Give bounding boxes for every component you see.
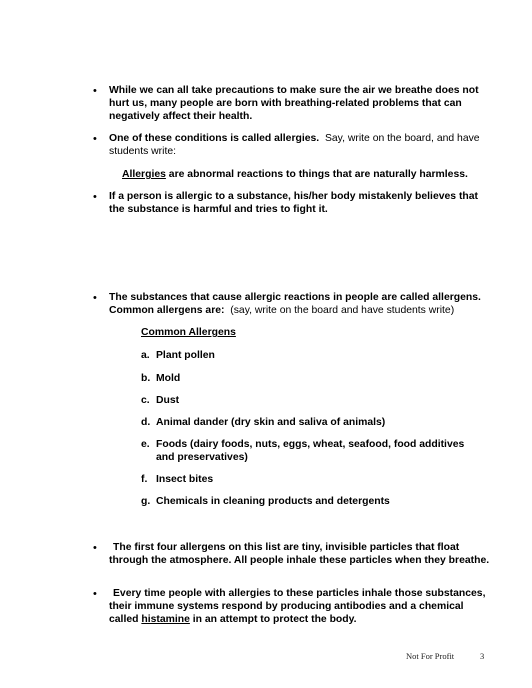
bullet-icon: • [93, 588, 97, 600]
list-item [141, 439, 481, 465]
list-item-letter: a. [141, 350, 150, 361]
list-item-text: Insect bites [156, 474, 214, 485]
list-item-text: Foods (dairy foods, nuts, eggs, wheat, seafood, food additives and preservatives) [156, 439, 465, 463]
footer-label: Not For Profit [406, 651, 455, 661]
list-item-letter: b. [141, 373, 151, 384]
definition-term: Allergies [122, 169, 166, 180]
list-item [141, 373, 481, 386]
bullet-item [93, 85, 493, 123]
bullet-text-part: Every time people with allergies to these particles inhale those substances, their immune systems respond by producing antibodies and a chemical called [109, 588, 486, 625]
list-item-text: Animal dander (dry skin and saliva of animals) [156, 417, 386, 428]
page-number: 3 [480, 651, 485, 661]
bullet-text: If a person is allergic to a substance, his/her body mistakenly believes that the substance is harmful and tries to fight it. [109, 191, 478, 215]
bullet-item [93, 542, 493, 568]
bullet-text [109, 292, 493, 318]
bullet-item [93, 133, 493, 159]
list-item-letter: g. [141, 496, 151, 507]
allergies-definition [122, 168, 468, 181]
bullet-icon: • [93, 85, 97, 97]
bullet-text-bold: One of these conditions is called allergies. [109, 133, 320, 144]
bullet-text-part: in an attempt to protect the body. [192, 613, 357, 625]
list-item-letter: f. [141, 474, 148, 485]
list-item-text: Dust [156, 395, 180, 406]
list-item [141, 474, 481, 487]
allergens-list-title: Common Allergens [141, 327, 236, 338]
bullet-text-normal: (say, write on the board and have students write) [230, 304, 455, 316]
bullet-icon: • [93, 191, 97, 203]
bullet-icon: • [93, 133, 97, 145]
list-item-text: Chemicals in cleaning products and detergents [156, 496, 390, 507]
bullet-text: While we can all take precautions to make sure the air we breathe does not hurt us, many people are born with breathing-related problems that can negatively affect their health. [109, 85, 479, 122]
bullet-icon: • [93, 542, 97, 554]
list-item [141, 395, 481, 408]
bullet-item [93, 588, 493, 626]
list-item-text: Plant pollen [156, 350, 215, 361]
bullet-text [109, 588, 493, 626]
bullet-icon: • [93, 292, 97, 304]
list-item [141, 496, 481, 509]
bullet-text: The first four allergens on this list are tiny, invisible particles that float through the atmosphere. All people inhale these particles when they breathe. [109, 542, 490, 566]
bullet-text-normal: Say, write on the board, and have students write: [109, 133, 480, 157]
bullet-text-bold: The substances that cause allergic reactions in people are called allergens. Common allergens are: [109, 292, 481, 316]
list-item-letter: d. [141, 417, 151, 428]
bullet-item [93, 292, 493, 318]
list-item [141, 350, 481, 363]
list-item-letter: c. [141, 395, 150, 406]
list-item-letter: e. [141, 439, 150, 450]
list-item-text: Mold [156, 373, 181, 384]
bullet-item [93, 191, 493, 217]
definition-text: are abnormal reactions to things that are naturally harmless. [168, 169, 468, 180]
histamine-term: histamine [141, 613, 190, 625]
list-item [141, 417, 481, 430]
bullet-text [109, 133, 493, 159]
